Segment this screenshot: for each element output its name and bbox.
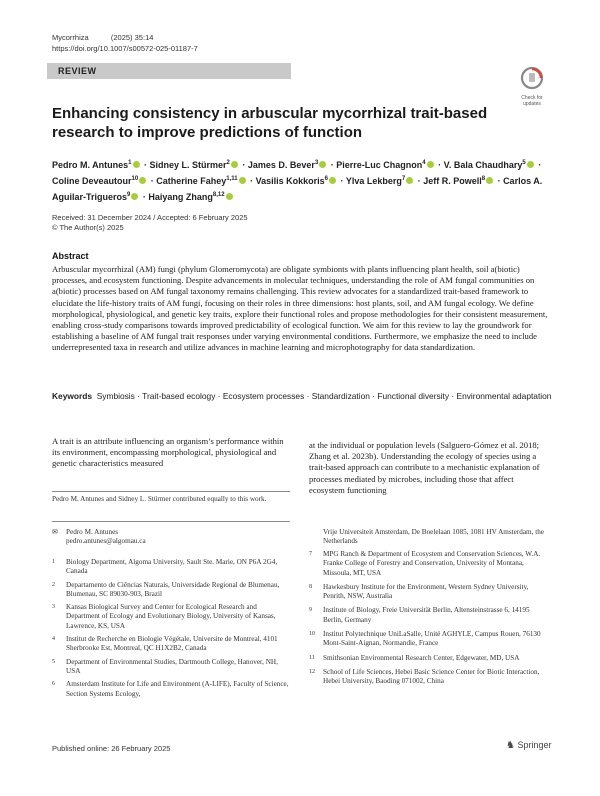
copyright: © The Author(s) 2025 xyxy=(52,223,124,232)
affiliation-number: 3 xyxy=(52,604,55,611)
affiliation-number: 12 xyxy=(309,668,315,675)
affiliation-text: Biology Department, Algoma University, Sault Ste. Marie, ON P6A 2G4, Canada xyxy=(66,558,278,576)
orcid-icon[interactable] xyxy=(427,161,434,168)
abstract-heading: Abstract xyxy=(52,251,89,261)
author-name[interactable]: Haiyang Zhang xyxy=(148,192,213,202)
orcid-icon[interactable] xyxy=(329,177,336,184)
published-online: Published online: 26 February 2025 xyxy=(52,744,171,753)
author-affiliation-sup: 8,12 xyxy=(212,192,225,198)
affiliation-text: MPG Ranch & Department of Ecosystem and Conservation Sciences, W.A. Franke College of Forestry and Conservation, University of Montana, Missoula, MT, USA xyxy=(323,550,541,577)
corresponding-author xyxy=(52,528,290,547)
author-affiliation-sup: 8 xyxy=(481,176,486,182)
affiliation-text: Smithsonian Environmental Research Center, Edgewater, MD, USA xyxy=(323,653,520,662)
affiliation-text: Amsterdam Institute for Life and Environment (A-LIFE), Faculty of Science, Section Systems Ecology, xyxy=(66,680,289,698)
affiliation-number: 5 xyxy=(52,658,55,665)
affiliation-number: 7 xyxy=(309,551,312,557)
keywords-label: Keywords xyxy=(52,391,93,401)
affiliation xyxy=(309,654,549,663)
keywords xyxy=(52,391,552,402)
affiliation xyxy=(309,606,549,625)
author-name[interactable]: Ylva Lekberg xyxy=(345,176,402,186)
check-updates-line2: updates xyxy=(523,101,541,107)
affiliation-number: 8 xyxy=(309,583,312,590)
affiliation xyxy=(52,603,290,631)
footnote-divider xyxy=(52,491,290,492)
affiliation xyxy=(309,550,549,578)
article-type-label: REVIEW xyxy=(58,66,97,76)
orcid-icon[interactable] xyxy=(131,193,138,200)
article-title: Enhancing consistency in arbuscular mycorrhizal trait-based research to improve predictions of function xyxy=(52,105,488,141)
author-affiliation-sup: 1,11 xyxy=(226,176,238,182)
check-for-updates-button[interactable] xyxy=(514,66,550,107)
affiliation xyxy=(52,558,290,577)
affiliation xyxy=(52,635,290,654)
author-affiliation-sup: 7 xyxy=(401,176,406,182)
author-name[interactable]: James D. Bever xyxy=(247,160,315,170)
journal-issue: (2025) 35:14 xyxy=(110,33,154,42)
check-updates-line1: Check for xyxy=(521,95,543,101)
affiliations-right xyxy=(309,550,549,692)
author-affiliation-sup: 3 xyxy=(314,160,319,166)
affiliation-text: Departamento de Ciências Naturais, Universidade Regional de Blumenau, Blumenau, SC 89030-903, Brazil xyxy=(66,580,280,598)
affiliation-number: 10 xyxy=(309,631,315,638)
check-updates-icon xyxy=(514,66,550,90)
affiliation-text: Hawkesbury Institute for the Environment, Western Sydney University, Penrith, NSW, Australia xyxy=(323,582,529,601)
body-text-col2: at the individual or population levels (Salguero-Gómez et al. 2018; Zhang et al. 2023b). Understanding the ecology of species using a trait-based approach can contribute to a mechanistic explanation of processes mediated by microbes, including those that affect ecosystem functioning xyxy=(309,440,540,495)
affiliation-number: 1 xyxy=(52,559,55,565)
orcid-icon[interactable] xyxy=(486,177,493,184)
affiliation-text: Department of Environmental Studies, Dartmouth College, Hanover, NH, USA xyxy=(66,657,278,675)
affiliation-text: Institut de Recherche en Biologie Végétale, Universite de Montreal, 4101 Sherbrooke Est, Montreal, QC H1X2B2, Canada xyxy=(66,635,278,653)
orcid-icon[interactable] xyxy=(527,161,534,168)
affiliation xyxy=(52,658,290,677)
affiliation-number: 11 xyxy=(309,654,315,661)
body-text-col1: A trait is an attribute influencing an organism’s performance within its environment, encompassing morphological, physiological and genetic characteristics measured xyxy=(52,436,284,469)
affiliation xyxy=(309,583,549,602)
author-name[interactable]: Catherine Fahey xyxy=(156,176,227,186)
journal-header xyxy=(52,32,153,43)
orcid-icon[interactable] xyxy=(239,177,246,184)
orcid-icon[interactable] xyxy=(231,161,238,168)
author-affiliation-sup: 5 xyxy=(522,160,526,166)
author-name[interactable]: Coline Deveautour xyxy=(52,176,132,186)
affiliation xyxy=(52,680,290,699)
orcid-icon[interactable] xyxy=(226,193,233,200)
author-name[interactable]: Pedro M. Antunes xyxy=(52,160,129,170)
affiliation xyxy=(309,630,549,649)
keywords-text: Symbiosis · Trait-based ecology · Ecosystem processes · Standardization · Functional diversity · Environmental adaptation xyxy=(96,391,552,401)
author-list: Pedro M. Antunes$^1$ · Sidney L. Stürmer$^2$ · James D. Bever$^3$ · Pierre-Luc Chagnon$^4$ · V. Bala Chaudhary$^5$ · Coline Deveautour$^{10}$ · Catherine Fahey$^{1,11}$ · Vasilis Kokkoris$^6$ · Ylva Lekberg$^7$ · Jeff R. Powell$^8$ · Carlos A. Aguilar-Trigueros$^9$ · Haiyang Zhang$^{8,12}$ xyxy=(52,160,543,202)
corresponding-name: Pedro M. Antunes xyxy=(66,528,119,536)
article-dates xyxy=(52,213,248,233)
affiliation-number: 4 xyxy=(52,636,55,643)
affiliation-6-continued: Vrije Universiteit Amsterdam, De Boelelaan 1085, 1081 HV Amsterdam, the Netherlands xyxy=(323,528,545,546)
author-name[interactable]: V. Bala Chaudhary xyxy=(443,160,523,170)
affiliation xyxy=(52,581,290,600)
abstract-text: Arbuscular mycorrhizal (AM) fungi (phylum Glomeromycota) are obligate symbionts with plants influencing plant health, soil a(biotic) processes, and ecosystem functioning. Despite advancements in molecular techniques, understanding the role of AM fungal communities on a(biotic) processes based on AM fungal taxonomy remains challenging. This review advocates for a standardized trait-based framework to elucidate the life-history traits of AM fungi, focusing on their roles in three dimensions: host plants, soil, and AM fungal ecology. We define morphological, physiological, and genetic key traits, explore their functional roles and propose methodologies for their consistent measurement, enabling cross-study comparisons towards improved predictability of ecological function. We aim for this review to lay the groundwork for establishing a baseline of AM fungal trait responses under varying environmental conditions. Furthermore, we emphasize the need to include underrepresented taxa in research and utilize advances in machine learning and microphotography for data standardization. xyxy=(52,264,548,353)
author-affiliation-sup: 2 xyxy=(226,160,230,166)
affiliation-text: Institute of Biology, Freie Universität Berlin, Altensteinstrasse 6, 14195 Berlin, Germany xyxy=(323,606,530,624)
affiliation-text: School of Life Sciences, Hebei Basic Science Center for Biotic Interaction, Hebei University, Baoding 071002, China xyxy=(323,667,540,686)
orcid-icon[interactable] xyxy=(319,161,326,168)
affiliation-number: 9 xyxy=(309,607,312,614)
doi-link[interactable]: https://doi.org/10.1007/s00572-025-01187-7 xyxy=(52,44,198,53)
contribution-note: Pedro M. Antunes and Sidney L. Stürmer contributed equally to this work. xyxy=(52,495,267,503)
received-accepted: Received: 31 December 2024 / Accepted: 6 February 2025 xyxy=(52,213,248,222)
author-name[interactable]: Jeff R. Powell xyxy=(423,176,482,186)
affiliations-left xyxy=(52,558,290,703)
footnote-divider-2 xyxy=(52,521,290,522)
author-affiliation-sup: 1 xyxy=(128,160,132,166)
journal-name: Mycorrhiza xyxy=(52,33,89,42)
springer-horse-icon: ♞ xyxy=(506,740,515,751)
affiliation-number: 2 xyxy=(52,581,55,588)
affiliation-text: Kansas Biological Survey and Center for Ecological Research and Department of Ecology and Evolutionary Biology, University of Kansas, Lawrence, KS, USA xyxy=(66,603,276,630)
email-icon: ✉ xyxy=(52,528,59,536)
author-name[interactable]: Vasilis Kokkoris xyxy=(255,176,325,186)
author-affiliation-sup: 10 xyxy=(131,176,139,182)
author-affiliation-sup: 9 xyxy=(127,192,131,198)
author-name[interactable]: Pierre-Luc Chagnon xyxy=(336,160,423,170)
affiliation xyxy=(309,668,549,687)
orcid-icon[interactable] xyxy=(133,161,140,168)
author-affiliation-sup: 6 xyxy=(324,176,328,182)
author-name[interactable]: Sidney L. Stürmer xyxy=(149,160,227,170)
orcid-icon[interactable] xyxy=(406,177,413,184)
orcid-icon[interactable] xyxy=(139,177,146,184)
corresponding-email[interactable]: pedro.antunes@algomau.ca xyxy=(66,537,146,546)
affiliation-text: Institut Polytechnique UniLaSalle, Unité AGHYLE, Campus Rouen, 76130 Mont-Saint-Aignan, Normandie, France xyxy=(323,630,541,648)
publisher-name: Springer xyxy=(517,740,552,750)
affiliation-number: 6 xyxy=(52,681,55,688)
author-name[interactable]: Carlos A. Aguilar-Trigueros xyxy=(52,176,543,202)
author-affiliation-sup: 4 xyxy=(422,160,426,166)
publisher-logo xyxy=(506,740,552,751)
